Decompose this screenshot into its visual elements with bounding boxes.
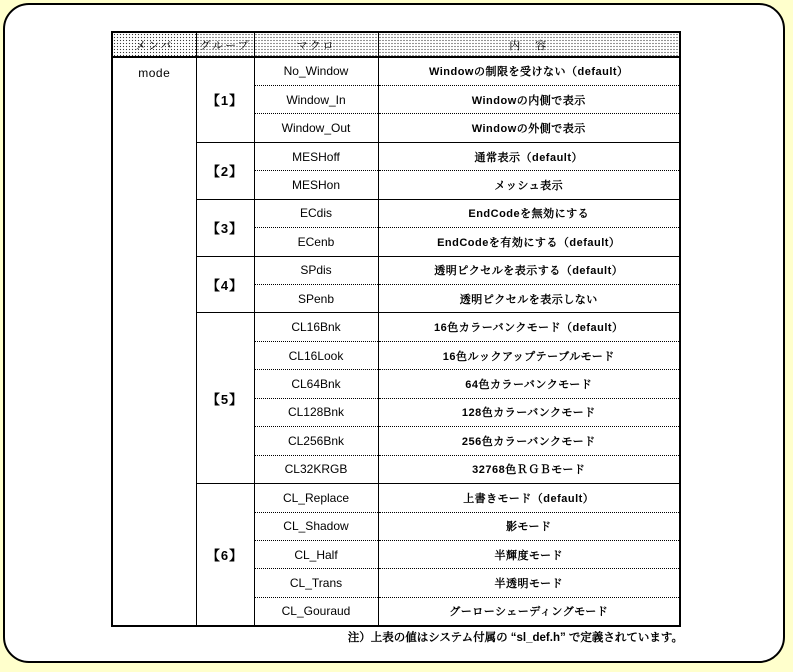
macro-cell: CL128Bnk bbox=[254, 398, 378, 426]
group-label-5: 【5】 bbox=[196, 313, 254, 484]
table-row bbox=[112, 142, 680, 170]
macro-cell: ECdis bbox=[254, 199, 378, 227]
desc-cell: 上書きモード（default） bbox=[378, 484, 680, 512]
header-row bbox=[112, 32, 680, 57]
group-label-3: 【3】 bbox=[196, 199, 254, 256]
desc-cell: Windowの制限を受けない（default） bbox=[378, 57, 680, 85]
table-row bbox=[112, 57, 680, 85]
desc-cell: 影モード bbox=[378, 512, 680, 540]
header-group: グループ bbox=[196, 32, 254, 57]
macro-cell: CL64Bnk bbox=[254, 370, 378, 398]
macro-cell: CL_Trans bbox=[254, 569, 378, 597]
desc-cell: グーローシェーディングモード bbox=[378, 597, 680, 625]
desc-cell: Windowの内側で表示 bbox=[378, 85, 680, 113]
desc-cell: 32768色ＲＧＢモード bbox=[378, 455, 680, 483]
macro-cell: CL32KRGB bbox=[254, 455, 378, 483]
macro-cell: Window_In bbox=[254, 85, 378, 113]
desc-cell: 16色ルックアップテーブルモード bbox=[378, 341, 680, 369]
macro-cell: No_Window bbox=[254, 57, 378, 85]
desc-cell: 透明ピクセルを表示する（default） bbox=[378, 256, 680, 284]
macro-cell: SPenb bbox=[254, 285, 378, 313]
desc-cell: 半透明モード bbox=[378, 569, 680, 597]
desc-cell: 64色カラーバンクモード bbox=[378, 370, 680, 398]
macro-cell: CL_Gouraud bbox=[254, 597, 378, 625]
header-content: 内 容 bbox=[378, 32, 680, 57]
table-row bbox=[112, 199, 680, 227]
group-label-2: 【2】 bbox=[196, 142, 254, 199]
group-label-6: 【6】 bbox=[196, 484, 254, 626]
desc-cell: メッシュ表示 bbox=[378, 171, 680, 199]
desc-cell: EndCodeを有効にする（default） bbox=[378, 228, 680, 256]
macro-cell: CL_Half bbox=[254, 540, 378, 568]
mode-macro-table bbox=[111, 31, 681, 627]
footnote: 注）上表の値はシステム付属の “sl_def.h” で定義されています。 bbox=[347, 632, 683, 644]
macro-cell: ECenb bbox=[254, 228, 378, 256]
desc-cell: 透明ピクセルを表示しない bbox=[378, 285, 680, 313]
desc-cell: 128色カラーバンクモード bbox=[378, 398, 680, 426]
desc-cell: 通常表示（default） bbox=[378, 142, 680, 170]
desc-cell: 256色カラーバンクモード bbox=[378, 427, 680, 455]
header-member: メンバ bbox=[112, 32, 196, 57]
desc-cell: 16色カラーバンクモード（default） bbox=[378, 313, 680, 341]
member-cell: mode bbox=[138, 66, 171, 80]
desc-cell: EndCodeを無効にする bbox=[378, 199, 680, 227]
macro-cell: MESHon bbox=[254, 171, 378, 199]
macro-cell: CL256Bnk bbox=[254, 427, 378, 455]
macro-cell: Window_Out bbox=[254, 114, 378, 142]
table-row bbox=[112, 484, 680, 512]
macro-cell: CL_Replace bbox=[254, 484, 378, 512]
macro-cell: SPdis bbox=[254, 256, 378, 284]
macro-cell: CL_Shadow bbox=[254, 512, 378, 540]
desc-cell: 半輝度モード bbox=[378, 540, 680, 568]
macro-cell: CL16Look bbox=[254, 341, 378, 369]
macro-cell: CL16Bnk bbox=[254, 313, 378, 341]
header-macro: マクロ bbox=[254, 32, 378, 57]
macro-cell: MESHoff bbox=[254, 142, 378, 170]
desc-cell: Windowの外側で表示 bbox=[378, 114, 680, 142]
table-row bbox=[112, 256, 680, 284]
group-label-4: 【4】 bbox=[196, 256, 254, 313]
table-row bbox=[112, 313, 680, 341]
group-label-1: 【1】 bbox=[196, 57, 254, 142]
